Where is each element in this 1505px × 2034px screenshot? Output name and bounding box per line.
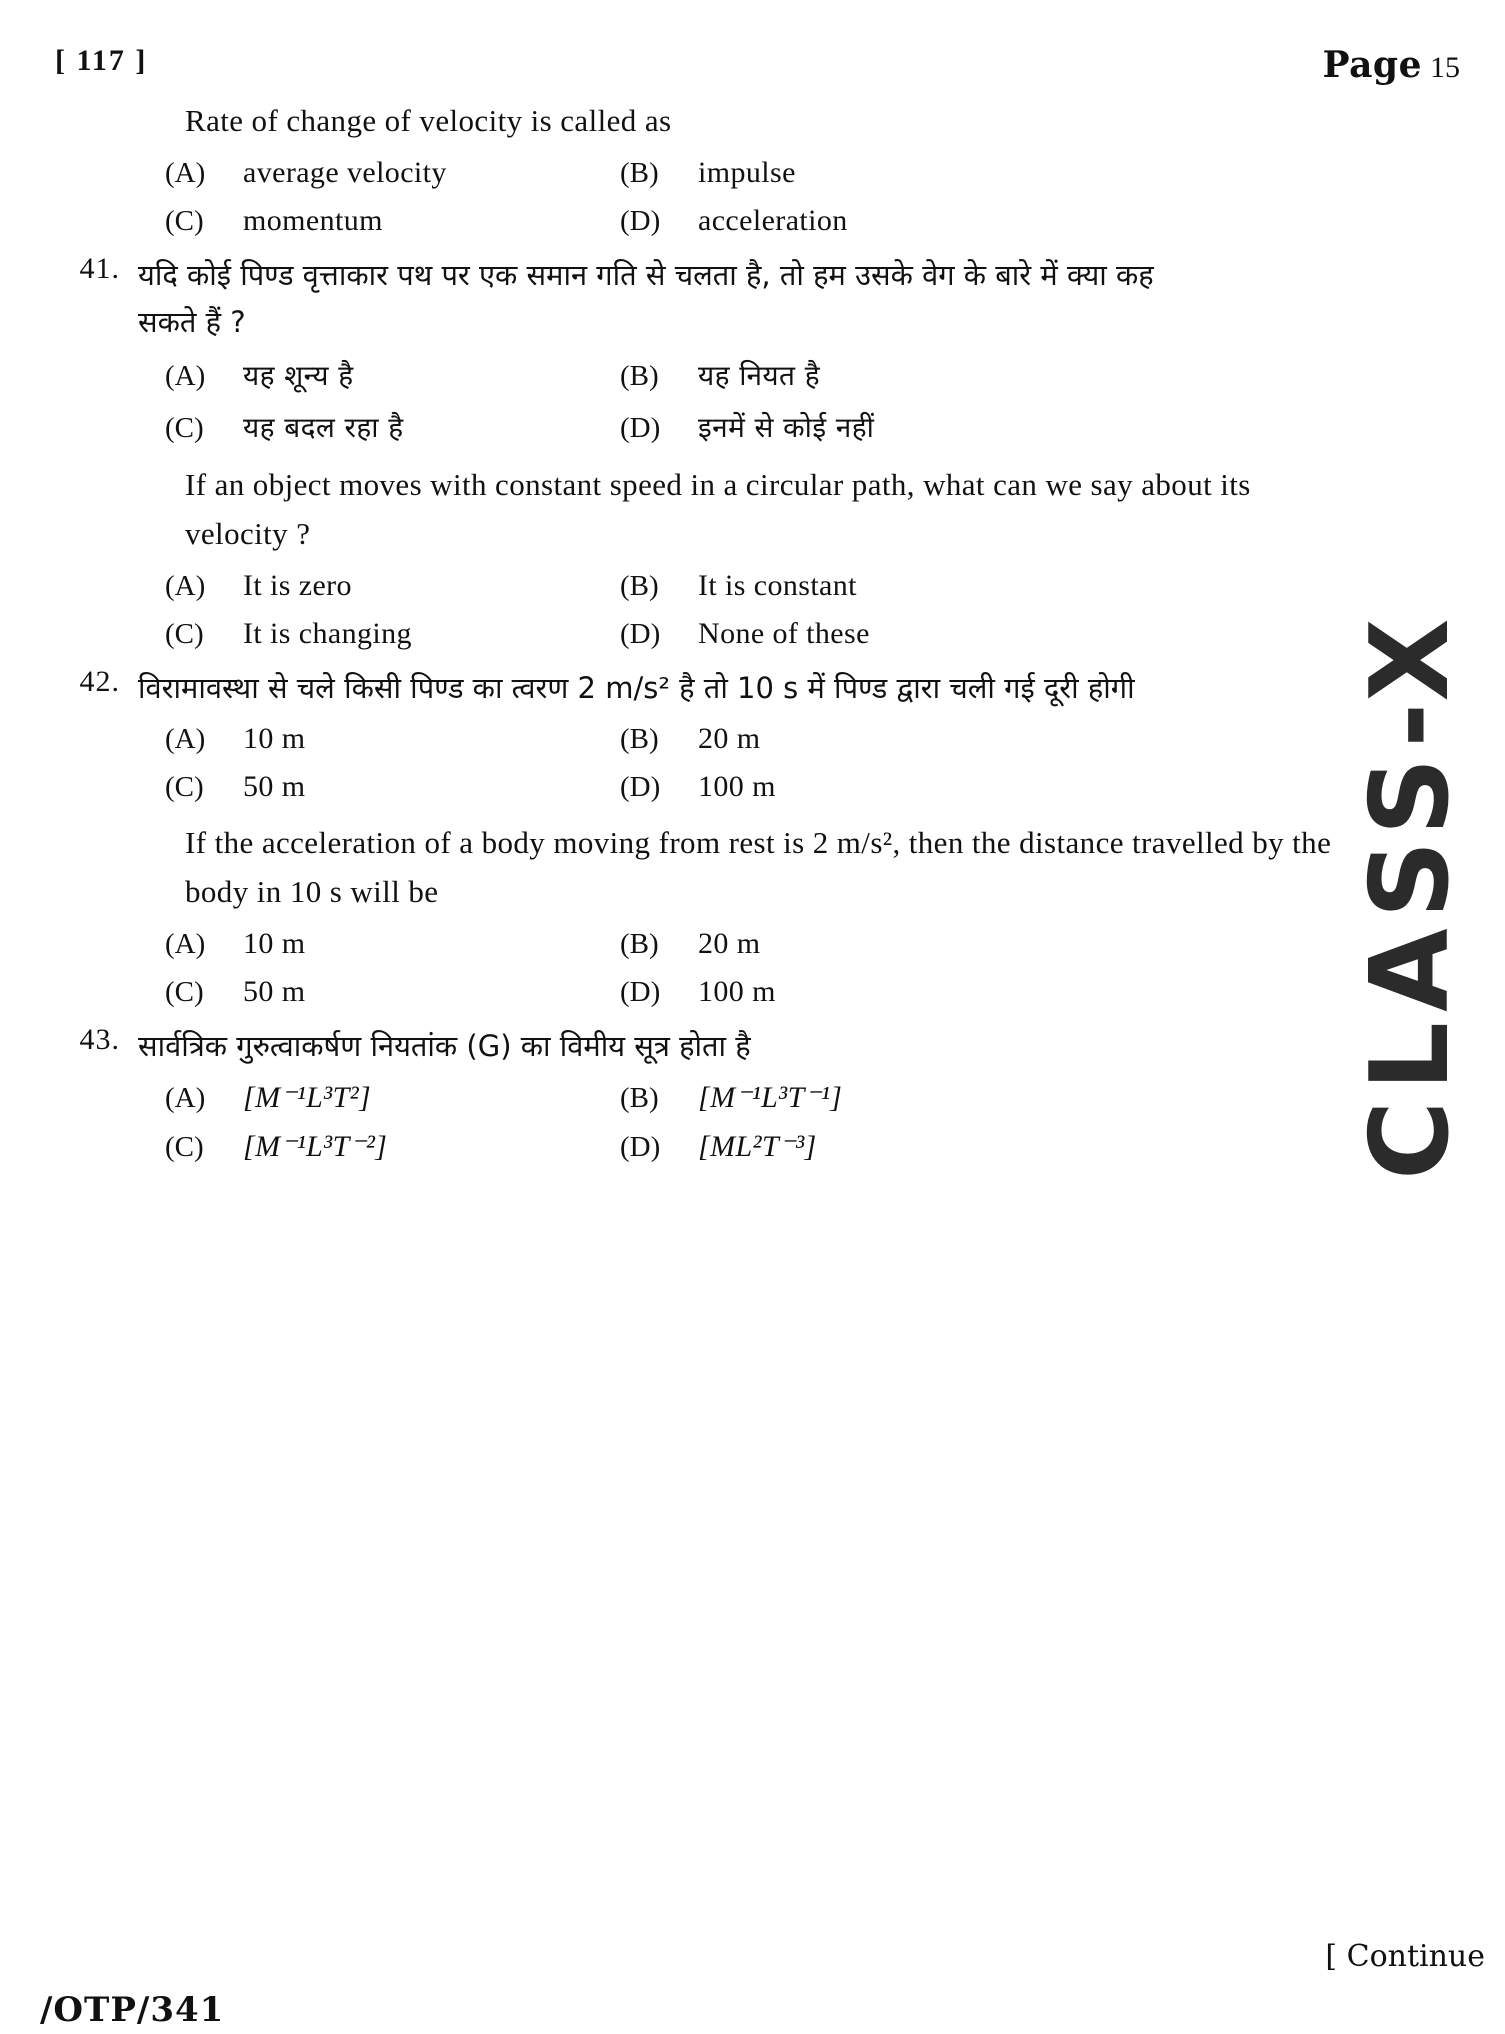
option-d[interactable]: [620, 617, 1050, 651]
option-c[interactable]: [165, 204, 620, 238]
question-stem: If the acceleration of a body moving from rest is 2 m/s², then the distance travelled by the body in 10 s will be: [185, 824, 1332, 910]
booklet-code: [ 117 ]: [55, 44, 148, 77]
option-label: यह बदल रहा है: [243, 410, 404, 444]
class-x-watermark: CLASS-X: [1348, 608, 1473, 1180]
question-number: 41.: [79, 251, 120, 285]
continued-label: [ Continue: [1325, 1939, 1485, 1974]
option-c[interactable]: [165, 770, 620, 804]
option-row: [165, 569, 1360, 603]
option-a[interactable]: [165, 722, 620, 756]
option-label: It is changing: [243, 616, 412, 650]
option-d[interactable]: [620, 770, 1050, 804]
option-c[interactable]: [165, 617, 620, 651]
option-label: यह शून्य है: [243, 358, 354, 392]
questions-container: [0, 96, 1360, 1178]
option-key: (B): [620, 722, 659, 755]
option-row: [165, 927, 1360, 961]
question-row: [0, 1023, 1360, 1070]
option-key: (D): [620, 411, 661, 444]
option-key: (C): [165, 1130, 204, 1163]
option-key: (A): [165, 359, 206, 392]
options-grid: [0, 722, 1360, 804]
option-d[interactable]: [620, 204, 1050, 238]
option-b[interactable]: [620, 569, 1050, 603]
page-number: 15: [1430, 51, 1460, 84]
option-label: None of these: [698, 616, 870, 650]
option-b[interactable]: [620, 1080, 1050, 1115]
option-row: [165, 1129, 1360, 1164]
option-key: (D): [620, 617, 661, 650]
options-grid: [0, 356, 1360, 446]
option-row: [165, 356, 1360, 394]
option-label: 10 m: [243, 721, 306, 755]
option-c[interactable]: [165, 408, 620, 446]
option-label: यह नियत है: [698, 358, 820, 392]
option-row: [165, 975, 1360, 1009]
option-key: (B): [620, 1081, 659, 1114]
option-d[interactable]: [620, 408, 1050, 446]
option-label: 50 m: [243, 769, 306, 803]
option-c[interactable]: [165, 1129, 620, 1164]
option-label: 20 m: [698, 721, 761, 755]
question-stem: विरामावस्था से चले किसी पिण्ड का त्वरण 2 m/s² है तो 10 s में पिण्ड द्वारा चली गई दूरी होगी: [138, 670, 1135, 705]
option-row: [165, 204, 1360, 238]
question-block: [0, 818, 1360, 1009]
page-word: Page: [1322, 44, 1422, 86]
options-grid: [0, 927, 1360, 1009]
option-b[interactable]: [620, 356, 1050, 394]
option-row: [165, 770, 1360, 804]
question-number: 42.: [79, 664, 120, 698]
option-a[interactable]: [165, 156, 620, 190]
option-label: 100 m: [698, 974, 776, 1008]
option-key: (B): [620, 569, 659, 602]
option-row: [165, 156, 1360, 190]
option-label: average velocity: [243, 155, 447, 189]
option-a[interactable]: [165, 927, 620, 961]
option-label: [M⁻¹L³T⁻²]: [243, 1129, 388, 1163]
option-label: [M⁻¹L³T⁻¹]: [698, 1080, 843, 1114]
question-row: [0, 665, 1360, 712]
option-label: It is zero: [243, 568, 352, 602]
option-key: (B): [620, 927, 659, 960]
option-a[interactable]: [165, 1080, 620, 1115]
option-a[interactable]: [165, 356, 620, 394]
option-key: (D): [620, 770, 661, 803]
option-key: (C): [165, 411, 204, 444]
option-b[interactable]: [620, 927, 1050, 961]
question-stem: सार्वत्रिक गुरुत्वाकर्षण नियतांक (G) का विमीय सूत्र होता है: [138, 1028, 751, 1063]
option-key: (A): [165, 1081, 206, 1114]
question-block: [0, 252, 1360, 446]
question-block: [0, 665, 1360, 804]
option-label: It is constant: [698, 568, 857, 602]
option-row: [165, 722, 1360, 756]
option-key: (C): [165, 975, 204, 1008]
option-key: (D): [620, 204, 661, 237]
question-stem: यदि कोई पिण्ड वृत्ताकार पथ पर एक समान गति से चलता है, तो हम उसके वेग के बारे में क्या कह सकते हैं ?: [138, 257, 1154, 339]
option-row: [165, 408, 1360, 446]
option-c[interactable]: [165, 975, 620, 1009]
option-label: 50 m: [243, 974, 306, 1008]
question-stem: Rate of change of velocity is called as: [185, 103, 672, 138]
option-d[interactable]: [620, 975, 1050, 1009]
option-key: (B): [620, 156, 659, 189]
option-label: momentum: [243, 203, 383, 237]
question-stem: If an object moves with constant speed in a circular path, what can we say about its velocity ?: [185, 466, 1251, 552]
option-key: (A): [165, 722, 206, 755]
question-row: [0, 252, 1360, 346]
option-label: acceleration: [698, 203, 848, 237]
option-key: (D): [620, 975, 661, 1008]
option-label: 10 m: [243, 926, 306, 960]
page-label: [1322, 44, 1460, 86]
option-label: impulse: [698, 155, 796, 189]
option-key: (A): [165, 156, 206, 189]
question-block: [0, 96, 1360, 238]
option-key: (C): [165, 617, 204, 650]
question-block: [0, 460, 1360, 651]
option-key: (D): [620, 1130, 661, 1163]
question-block: [0, 1023, 1360, 1164]
option-label: [M⁻¹L³T²]: [243, 1080, 372, 1114]
paper-code: /OTP/341: [40, 1990, 225, 2030]
option-b[interactable]: [620, 156, 1050, 190]
option-key: (A): [165, 569, 206, 602]
option-row: [165, 1080, 1360, 1115]
option-label: 100 m: [698, 769, 776, 803]
option-a[interactable]: [165, 569, 620, 603]
options-grid: [0, 156, 1360, 238]
options-grid: [0, 569, 1360, 651]
option-label: इनमें से कोई नहीं: [698, 410, 875, 444]
option-label: 20 m: [698, 926, 761, 960]
option-b[interactable]: [620, 722, 1050, 756]
option-key: (B): [620, 359, 659, 392]
option-key: (A): [165, 927, 206, 960]
option-label: [ML²T⁻³]: [698, 1129, 817, 1163]
option-key: (C): [165, 770, 204, 803]
option-row: [165, 617, 1360, 651]
option-d[interactable]: [620, 1129, 1050, 1164]
option-key: (C): [165, 204, 204, 237]
options-grid: [0, 1080, 1360, 1164]
question-number: 43.: [79, 1022, 120, 1056]
